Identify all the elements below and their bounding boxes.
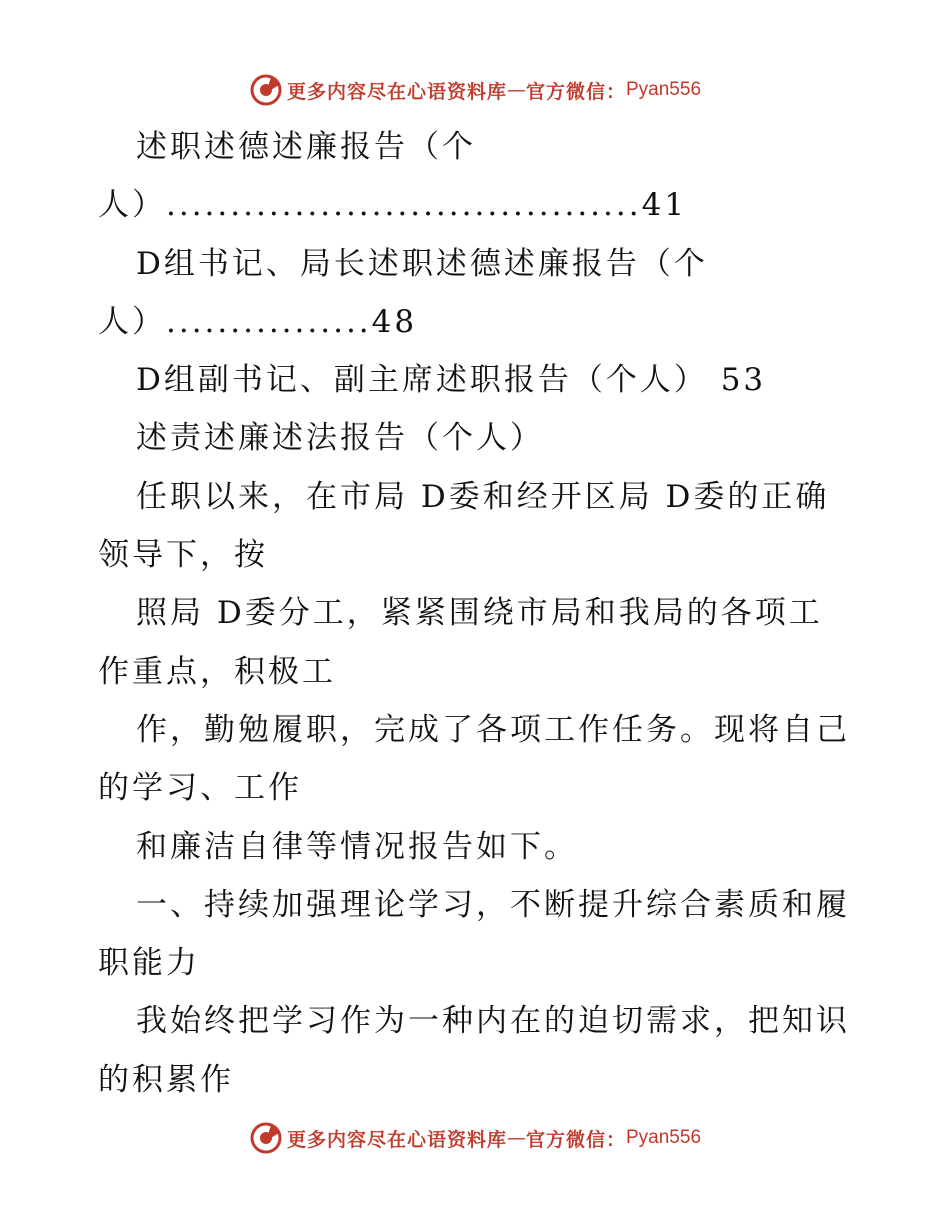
watermark-banner-top [0,70,950,110]
text-line: 一、持续加强理论学习，不断提升综合素质和履 [136,886,850,923]
banner-text: 更多内容尽在心语资料库 [286,1128,507,1151]
text-line: 人）................48 [98,303,418,340]
text-line: 和廉洁自律等情况报告如下。 [136,828,578,865]
text-line: 职能力 [98,945,200,982]
text-line: 照局 D委分工，紧紧围绕市局和我局的各项工 [136,595,823,632]
pen-logo-icon [249,73,283,107]
pen-logo-icon [249,1121,283,1155]
banner-dash: — [506,1127,526,1149]
text-line: 领导下，按 [98,537,268,574]
text-line: 作，勤勉履职，完成了各项工作任务。现将自己 [136,711,850,748]
text-line: D组书记、局长述职述德述廉报告（个 [136,245,708,282]
banner-wechat-id: Pyan556 [626,1127,702,1148]
text-line: 的积累作 [98,1061,234,1098]
text-line: 我始终把学习作为一种内在的迫切需求，把知识 [136,1003,850,1040]
banner-suffix: 官方微信： [525,80,626,103]
text-line: 的学习、工作 [98,770,302,807]
document-body [98,118,858,1109]
watermark-banner-bottom [0,1118,950,1158]
banner-suffix: 官方微信： [525,1128,626,1151]
text-line: 作重点，积极工 [98,653,336,690]
text-line: 述责述廉述法报告（个人） [136,420,544,457]
text-line: 人）.....................................41 [98,187,688,224]
banner-wechat-id: Pyan556 [626,79,702,100]
text-line: D组副书记、副主席述职报告（个人） 53 [136,362,767,399]
banner-dash: — [506,79,526,101]
text-line: 任职以来，在市局 D委和经开区局 D委的正确 [136,478,830,515]
banner-text: 更多内容尽在心语资料库 [286,80,507,103]
text-line: 述职述德述廉报告（个 [136,129,476,165]
